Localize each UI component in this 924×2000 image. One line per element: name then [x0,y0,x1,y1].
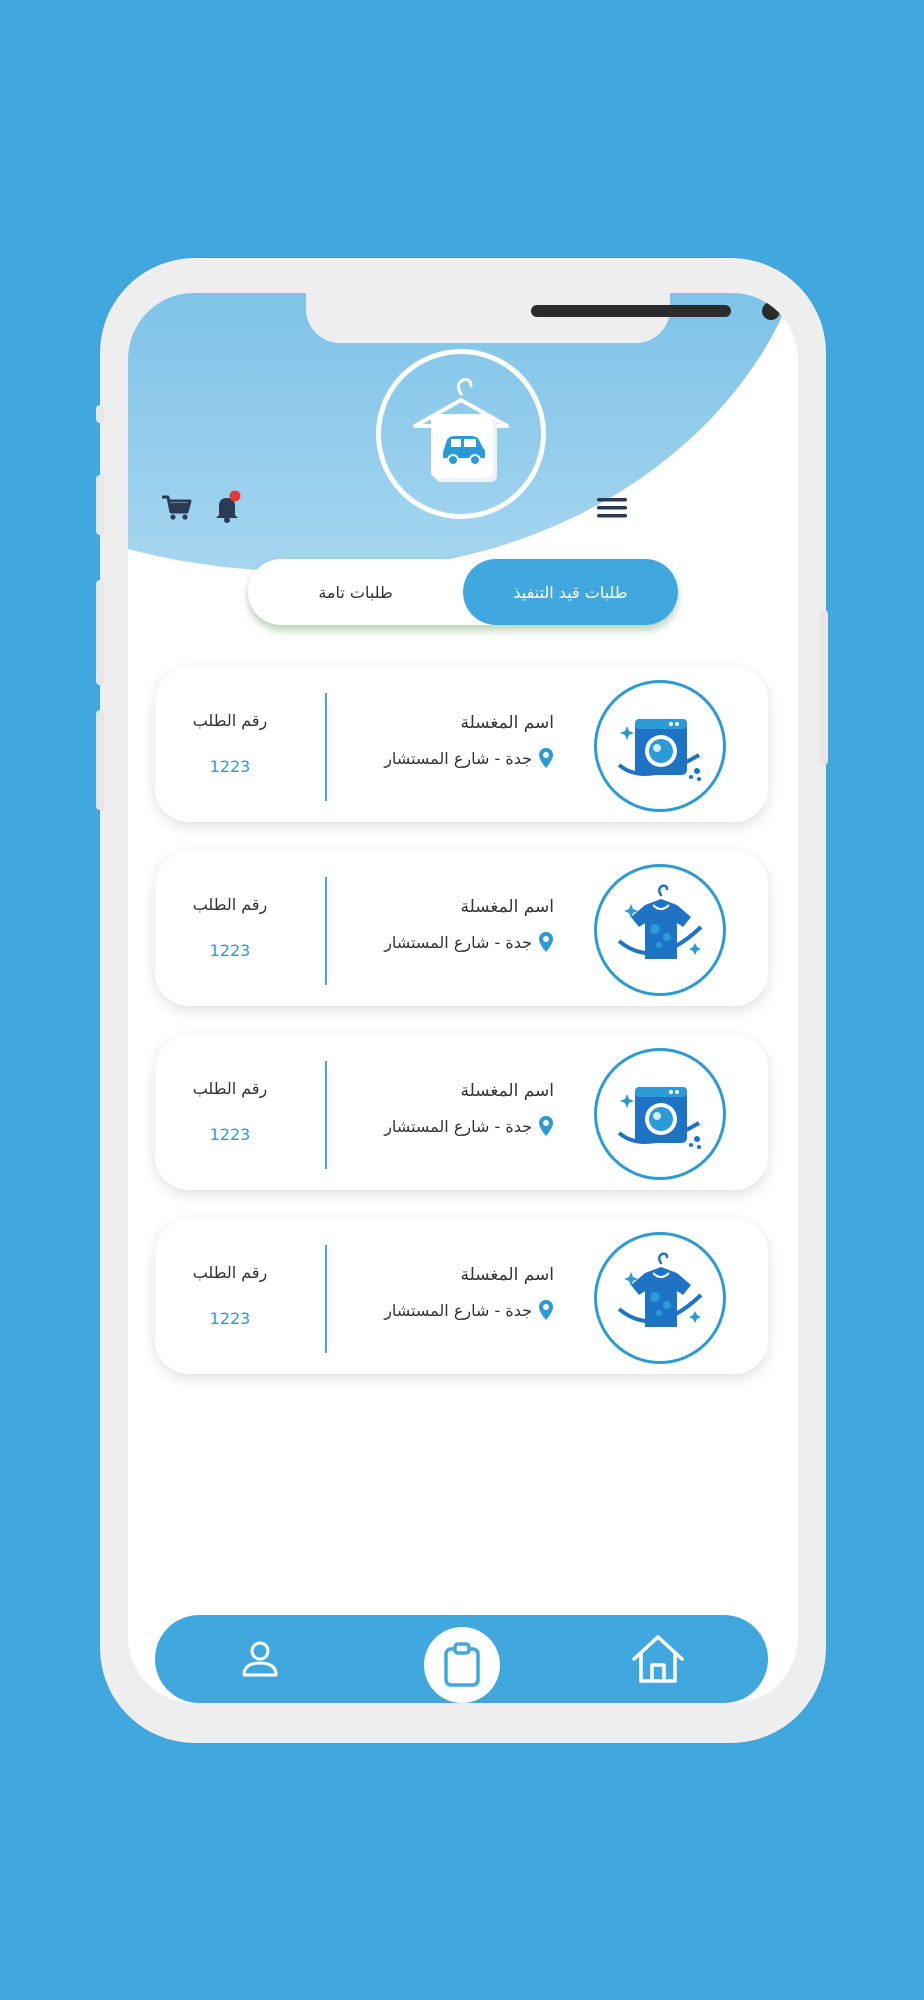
laundry-address: جدة - شارع المستشار [384,932,532,952]
app-screen [128,293,798,1703]
menu-button[interactable] [592,491,632,525]
phone-side-button [96,580,104,685]
order-number: 1223 [209,1125,251,1144]
nav-orders[interactable] [424,1627,500,1703]
order-card[interactable] [155,1219,768,1374]
laundry-name: اسم المغسلة [460,1081,554,1101]
tshirt-icon [594,1232,726,1364]
order-number-label: رقم الطلب [192,1263,268,1282]
order-card[interactable] [155,1035,768,1190]
nav-home[interactable] [623,1615,693,1703]
washing-machine-icon [594,680,726,812]
laundry-name: اسم المغسلة [460,713,554,733]
phone-side-button [820,610,828,765]
speaker-grille [531,305,731,317]
laundry-address: جدة - شارع المستشار [384,1300,532,1320]
order-number-label: رقم الطلب [192,1079,268,1098]
order-number: 1223 [209,1309,251,1328]
card-divider [325,1245,327,1353]
cart-icon [162,494,192,522]
phone-notch [306,293,670,343]
app-logo [376,349,546,519]
laundry-address: جدة - شارع المستشار [384,748,532,768]
address-row [384,747,554,769]
phone-side-button [96,405,104,423]
tshirt-icon [594,864,726,996]
order-number: 1223 [209,757,251,776]
location-pin-icon [538,747,554,769]
location-pin-icon [538,931,554,953]
card-divider [325,1061,327,1169]
address-row [384,1299,554,1321]
profile-icon [238,1637,282,1681]
location-pin-icon [538,1299,554,1321]
hamburger-menu-icon [596,497,628,519]
card-divider [325,693,327,801]
washing-machine-icon [594,1048,726,1180]
notifications-button[interactable] [210,489,246,525]
notification-dot [230,491,241,502]
hanger-car-logo-icon [401,374,521,494]
laundry-name: اسم المغسلة [460,897,554,917]
order-number: 1223 [209,941,251,960]
cart-button[interactable] [160,491,194,525]
phone-side-button [96,710,104,810]
clipboard-icon [440,1641,484,1689]
home-icon [630,1633,686,1685]
bell-icon [211,490,245,524]
tab-in-progress-orders[interactable]: طلبات قيد التنفيذ [463,559,678,625]
card-divider [325,877,327,985]
laundry-address: جدة - شارع المستشار [384,1116,532,1136]
address-row [384,931,554,953]
bottom-nav [155,1615,768,1703]
order-card[interactable] [155,851,768,1006]
location-pin-icon [538,1115,554,1137]
order-number-label: رقم الطلب [192,895,268,914]
tab-completed-orders[interactable]: طلبات تامة [318,582,393,602]
order-status-tabs [248,559,678,625]
nav-profile[interactable] [225,1615,295,1703]
order-number-label: رقم الطلب [192,711,268,730]
phone-side-button [96,475,104,535]
front-camera [762,302,780,320]
laundry-name: اسم المغسلة [460,1265,554,1285]
address-row [384,1115,554,1137]
order-card[interactable] [155,667,768,822]
